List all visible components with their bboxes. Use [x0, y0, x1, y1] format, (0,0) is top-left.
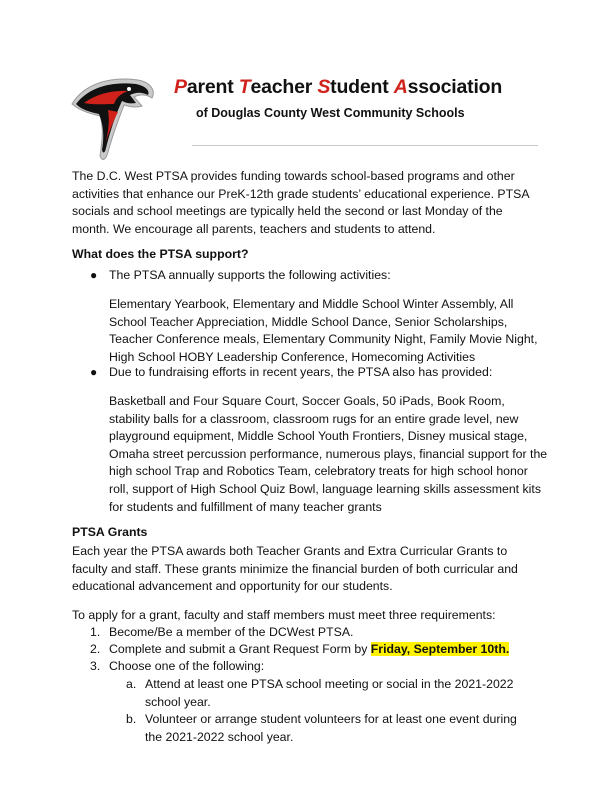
page-subtitle: of Douglas County West Community Schools	[196, 106, 465, 120]
provided-items-list: Basketball and Four Square Court, Soccer Goals, 50 iPads, Book Room, stability balls for a classroom, classroom rugs for an entire grade level, new playground equipment, Middle School Youth Frontiers, Disney musical stage, Omaha street percussion performance, numerous plays, financial support for the high school Trap and Robotics Team, celebratory treats for high school honor roll, support of High School Quiz Bowl, language learning skills assessment kits for students and fulfillment of many teacher grants	[109, 394, 548, 514]
item-text	[109, 642, 509, 656]
item-number: 2.	[90, 642, 101, 656]
title-word-rest: ssociation	[407, 76, 503, 98]
intro-paragraph: The D.C. West PTSA provides funding towards school-based programs and other activities that enhance our PreK-12th grade students’ educational experience. PTSA socials and school meetings are typically held the second or last Monday of the month. We encourage all parents, teachers and students to attend.	[72, 169, 529, 236]
title-initial: P	[174, 76, 187, 98]
item-number: 1.	[90, 625, 101, 639]
grants-paragraph: Each year the PTSA awards both Teacher Grants and Extra Curricular Grants to faculty and staff. These grants minimize the financial burden of both curricular and educational advancement and opportunity for our students.	[72, 544, 518, 594]
option-text: Volunteer or arrange student volunteers for at least one event during the 2021-2022 school year.	[145, 712, 517, 744]
page-title	[174, 76, 502, 99]
support-heading: What does the PTSA support?	[72, 247, 249, 261]
grants-heading: PTSA Grants	[72, 525, 148, 539]
deadline-highlight: Friday, September 10th.	[370, 642, 510, 656]
falcon-head-logo	[66, 70, 158, 166]
item-number: 3.	[90, 659, 101, 673]
title-initial: A	[393, 76, 408, 98]
apply-intro: To apply for a grant, faculty and staff members must meet three requirements:	[72, 608, 496, 622]
item-text: Become/Be a member of the DCWest PTSA.	[109, 625, 354, 639]
annual-activities-list: Elementary Yearbook, Elementary and Middle School Winter Assembly, All School Teacher Appreciation, Middle School Dance, Senior Scholarships, Teacher Conference meals, Elementary Community Night, Family Movie Night, High School HOBY Leadership Conference, Homecoming Activities	[109, 297, 538, 364]
bullet-text: Due to fundraising efforts in recent years, the PTSA also has provided:	[109, 365, 493, 379]
item-text: Choose one of the following:	[109, 659, 265, 673]
title-word-rest: arent	[186, 76, 239, 98]
bullet-icon: ●	[90, 365, 98, 379]
title-word-rest: tudent	[330, 76, 394, 98]
bullet-text: The PTSA annually supports the following activities:	[109, 268, 391, 282]
title-initial: T	[238, 76, 251, 98]
header-divider	[192, 145, 538, 146]
item-text-lead: Complete and submit a Grant Request Form by	[109, 642, 371, 656]
bullet-icon: ●	[90, 268, 98, 282]
option-text: Attend at least one PTSA school meeting or social in the 2021-2022 school year.	[145, 677, 514, 709]
title-initial: S	[317, 76, 331, 98]
option-letter: a.	[126, 677, 137, 691]
option-letter: b.	[126, 712, 137, 726]
title-word-rest: eacher	[250, 76, 318, 98]
